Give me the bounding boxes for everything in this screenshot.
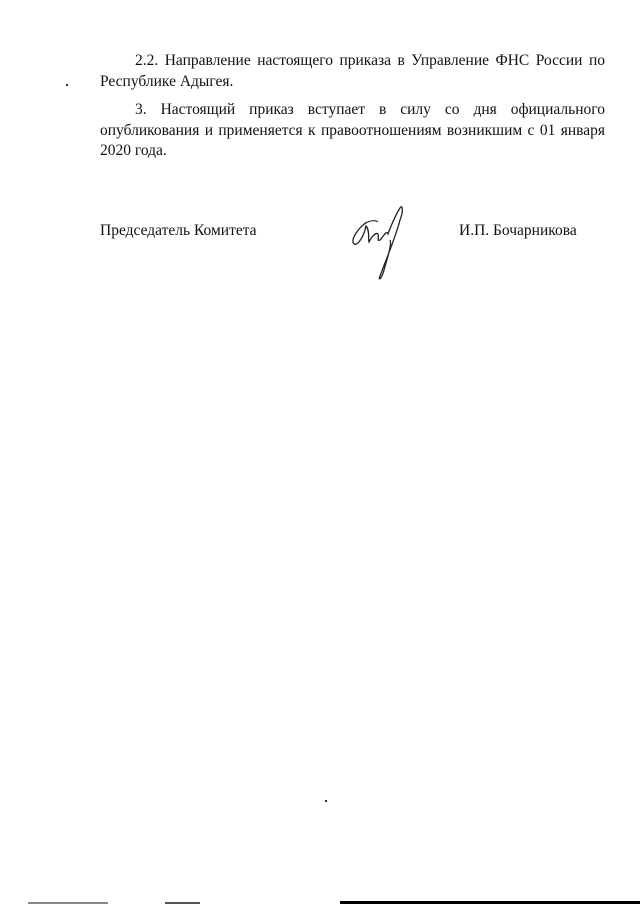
paragraph-3: 3. Настоящий приказ вступает в силу со дня официального опубликования и применяется к правоотношениям возникшим с 01 января 2020 года.	[100, 101, 605, 159]
handwritten-signature	[340, 200, 420, 290]
scan-speck	[66, 84, 68, 86]
signatory-name: И.П. Бочарникова	[459, 222, 577, 239]
scan-edge-line	[340, 901, 640, 904]
scan-edge-line	[28, 902, 108, 904]
signatory-role: Председатель Комитета	[100, 222, 257, 239]
paragraph-2-2: 2.2. Направление настоящего приказа в Управление ФНС России по Республике Адыгея.	[100, 52, 605, 90]
scan-edge-line	[165, 902, 200, 904]
scan-speck	[325, 800, 327, 802]
